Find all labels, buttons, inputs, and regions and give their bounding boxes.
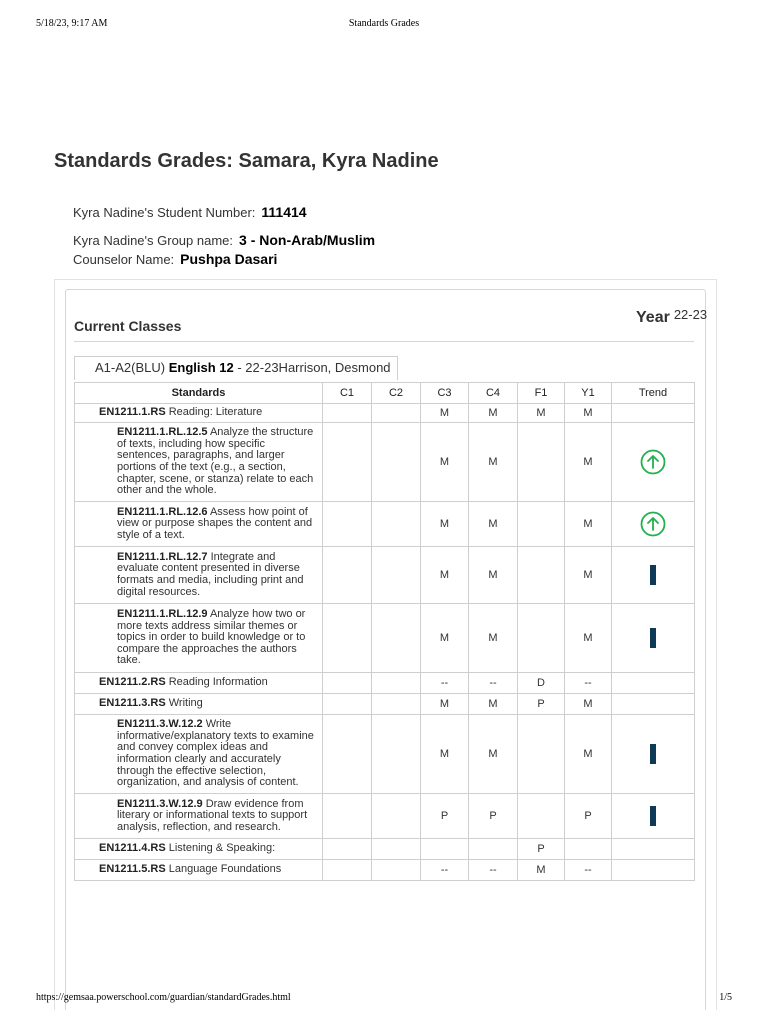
grade-f1 (518, 794, 565, 839)
grade-c1 (323, 604, 372, 673)
grade-c4: M (469, 502, 518, 547)
grade-c3: -- (421, 860, 469, 881)
trend-cell (612, 715, 695, 794)
standard-text: Analyze how two or more texts address similar themes or topics in order to build knowledge or to compare the approaches the authors take. (117, 608, 306, 667)
grade-c1 (323, 694, 372, 715)
trend-up-icon (640, 449, 666, 475)
grade-c4: M (469, 547, 518, 604)
print-header (36, 18, 732, 32)
standard-code: EN1211.3.W.12.9 (117, 797, 203, 810)
trend-cell (612, 502, 695, 547)
col-c1: C1 (323, 383, 372, 404)
grade-c3: M (421, 502, 469, 547)
print-footer (36, 992, 732, 1006)
grade-f1: P (518, 694, 565, 715)
student-number-label: Kyra Nadine's Student Number: (73, 205, 256, 220)
grade-c2 (372, 794, 421, 839)
standard-row (75, 860, 695, 881)
grade-y1: -- (565, 860, 612, 881)
grade-c2 (372, 715, 421, 794)
grade-c1 (323, 673, 372, 694)
trend-flat-icon (650, 806, 656, 826)
standard-row (75, 404, 695, 423)
grade-c2 (372, 839, 421, 860)
grade-c3: M (421, 715, 469, 794)
grade-c1 (323, 839, 372, 860)
trend-flat-icon (650, 628, 656, 648)
grade-c4: M (469, 423, 518, 502)
grade-c4: M (469, 694, 518, 715)
standard-code: EN1211.1.RL.12.7 (117, 550, 208, 563)
grade-c4: M (469, 404, 518, 423)
standard-description (75, 673, 323, 694)
col-c2: C2 (372, 383, 421, 404)
col-f1: F1 (518, 383, 565, 404)
col-standards: Standards (75, 383, 323, 404)
grade-c4: -- (469, 673, 518, 694)
grade-c3: M (421, 547, 469, 604)
trend-cell (612, 404, 695, 423)
grade-y1: M (565, 604, 612, 673)
standard-text: Reading Information (168, 676, 268, 689)
standard-description (75, 604, 323, 673)
grade-y1: -- (565, 673, 612, 694)
standard-row (75, 839, 695, 860)
standard-description (75, 839, 323, 860)
grade-f1: M (518, 860, 565, 881)
standard-code: EN1211.4.RS (99, 842, 166, 855)
grade-f1 (518, 502, 565, 547)
class-period: A1-A2(BLU) (95, 360, 166, 375)
standard-text: Draw evidence from literary or informational texts to support analysis, reflection, and research. (117, 797, 308, 833)
grade-y1: M (565, 404, 612, 423)
standard-text: Reading: Literature (168, 406, 263, 419)
counselor-value: Pushpa Dasari (180, 251, 278, 267)
print-datetime: 5/18/23, 9:17 AM (36, 18, 108, 29)
standard-code: EN1211.1.RS (99, 406, 166, 419)
student-number-value: 111414 (261, 204, 307, 220)
standard-text: Integrate and evaluate content presented in diverse formats and media, including print and digital resources. (117, 550, 304, 598)
grade-y1: P (565, 794, 612, 839)
standard-text: Writing (168, 697, 203, 710)
group-name-row (73, 232, 375, 248)
col-y1: Y1 (565, 383, 612, 404)
trend-flat-icon (650, 565, 656, 585)
grade-c1 (323, 547, 372, 604)
trend-flat-icon (650, 744, 656, 764)
grade-y1 (565, 839, 612, 860)
col-trend: Trend (612, 383, 695, 404)
group-name-value: 3 - Non-Arab/Muslim (239, 232, 376, 248)
grade-y1: M (565, 694, 612, 715)
grade-y1: M (565, 502, 612, 547)
standard-code: EN1211.3.RS (99, 697, 166, 710)
grade-c3: M (421, 404, 469, 423)
grade-c1 (323, 404, 372, 423)
col-c3: C3 (421, 383, 469, 404)
print-url: https://gemsaa.powerschool.com/guardian/standardGrades.html (36, 992, 291, 1003)
standard-description (75, 860, 323, 881)
trend-cell (612, 604, 695, 673)
standard-description (75, 547, 323, 604)
grade-c2 (372, 547, 421, 604)
standard-description (75, 794, 323, 839)
standard-row (75, 502, 695, 547)
grade-c1 (323, 860, 372, 881)
grade-f1 (518, 423, 565, 502)
grade-f1 (518, 604, 565, 673)
class-course: English 12 (168, 360, 234, 375)
page-title: Standards Grades: Samara, Kyra Nadine (54, 150, 439, 172)
current-classes-title: Current Classes (74, 318, 182, 334)
trend-cell (612, 547, 695, 604)
year-value: 22-23 (673, 307, 708, 322)
trend-cell (612, 839, 695, 860)
standard-row (75, 715, 695, 794)
grade-c3: M (421, 423, 469, 502)
trend-cell (612, 860, 695, 881)
standard-description (75, 694, 323, 715)
standard-row (75, 423, 695, 502)
year-label: Year (636, 309, 670, 326)
standards-table (74, 382, 695, 881)
print-page-number: 1/5 (719, 992, 732, 1003)
standard-description (75, 404, 323, 423)
standard-row (75, 694, 695, 715)
table-header-row (75, 383, 695, 404)
trend-cell (612, 794, 695, 839)
standard-description (75, 502, 323, 547)
class-term-teacher: - 22-23Harrison, Desmond (237, 360, 391, 375)
counselor-label: Counselor Name: (73, 252, 175, 267)
grade-c1 (323, 715, 372, 794)
class-header (74, 356, 398, 380)
grade-c2 (372, 860, 421, 881)
standard-code: EN1211.3.W.12.2 (117, 718, 203, 731)
grade-y1: M (565, 715, 612, 794)
grade-c2 (372, 404, 421, 423)
grade-c3: -- (421, 673, 469, 694)
grade-c2 (372, 694, 421, 715)
grade-c2 (372, 423, 421, 502)
grade-c4: P (469, 794, 518, 839)
grade-c2 (372, 502, 421, 547)
grade-f1 (518, 715, 565, 794)
grade-f1: M (518, 404, 565, 423)
trend-cell (612, 673, 695, 694)
standard-description (75, 423, 323, 502)
standard-row (75, 794, 695, 839)
grade-c3: M (421, 604, 469, 673)
grade-c1 (323, 423, 372, 502)
standard-row (75, 604, 695, 673)
grade-c4 (469, 839, 518, 860)
trend-up-icon (640, 511, 666, 537)
trend-cell (612, 423, 695, 502)
standard-code: EN1211.2.RS (99, 676, 166, 689)
grade-c1 (323, 794, 372, 839)
grade-f1 (518, 547, 565, 604)
standard-row (75, 547, 695, 604)
standard-text: Assess how point of view or purpose shapes the content and style of a text. (117, 505, 313, 541)
grade-y1: M (565, 547, 612, 604)
standard-text: Language Foundations (168, 863, 282, 876)
grade-c4: M (469, 604, 518, 673)
grade-c4: M (469, 715, 518, 794)
standard-text: Analyze the structure of texts, including how specific sentences, paragraphs, and larger portions of the text (e.g., a section, chapter, scene, or stanza) relate to each other and the whole. (117, 426, 314, 497)
student-number-row (73, 204, 307, 220)
grade-c3 (421, 839, 469, 860)
grade-c3: P (421, 794, 469, 839)
trend-cell (612, 694, 695, 715)
grade-y1: M (565, 423, 612, 502)
standard-text: Listening & Speaking: (168, 842, 276, 855)
col-c4: C4 (469, 383, 518, 404)
grade-c4: -- (469, 860, 518, 881)
standard-text: Write informative/explanatory texts to examine and convey complex ideas and information clearly and accurately through the effective selection, organization, and analysis of content. (117, 718, 314, 789)
grade-c1 (323, 502, 372, 547)
counselor-row (73, 251, 277, 267)
grade-f1: D (518, 673, 565, 694)
print-title: Standards Grades (348, 18, 420, 29)
standard-code: EN1211.1.RL.12.6 (117, 505, 208, 518)
group-name-label: Kyra Nadine's Group name: (73, 233, 234, 248)
grade-c2 (372, 604, 421, 673)
standard-row (75, 673, 695, 694)
grade-c3: M (421, 694, 469, 715)
standard-description (75, 715, 323, 794)
standard-code: EN1211.1.RL.12.5 (117, 426, 208, 439)
year-display (636, 309, 707, 327)
standard-code: EN1211.1.RL.12.9 (117, 608, 208, 621)
grade-f1: P (518, 839, 565, 860)
grade-c2 (372, 673, 421, 694)
standard-code: EN1211.5.RS (99, 863, 166, 876)
section-divider (74, 341, 694, 342)
